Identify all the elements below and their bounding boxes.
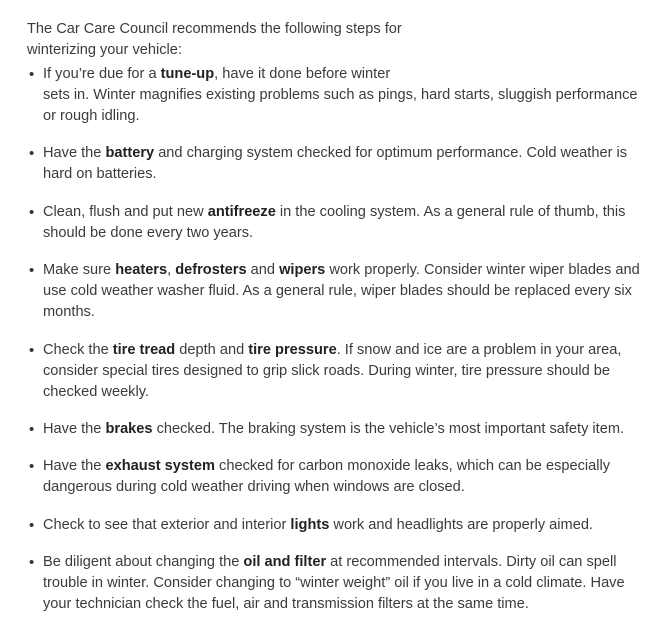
text-run: Clean, flush and put new [43,203,208,220]
text-run: work and headlights are properly aimed. [329,516,593,533]
text-run: Check to see that exterior and interior [43,516,291,533]
bold-keyword: defrosters [175,262,247,279]
text-run: Have the [43,145,106,162]
text-line [43,106,642,127]
bold-keyword: wipers [279,262,326,279]
text-run: Make sure [43,262,116,279]
text-run: months. [43,304,95,321]
text-run: checked weekly. [43,383,149,400]
text-run: trouble in winter. Consider changing to “winter weight” oil if you live in a cold climate. Have [43,575,625,592]
text-line [43,456,642,477]
bullet-icon: • [29,262,35,280]
text-line [43,340,642,361]
list-item [27,419,642,440]
text-run: your technician check the fuel, air and transmission filters at the same time. [43,596,529,613]
intro-line: The Car Care Council recommends the following steps for [27,21,402,37]
bold-keyword: exhaust system [105,458,215,475]
list-item [27,64,642,127]
text-run: Have the [43,458,106,475]
text-run: and charging system checked for optimum performance. Cold weather is [154,145,628,162]
text-run: use cold weather washer fluid. As a general rule, wiper blades should be replaced every six [43,283,632,300]
text-run: . If snow and ice are a problem in your area, [336,341,622,358]
list-item-text [43,419,642,440]
text-run: Have the [43,420,106,437]
bold-keyword: battery [105,145,155,162]
bullet-icon: • [29,145,35,163]
text-line [43,260,642,281]
bold-keyword: brakes [105,420,153,437]
bold-keyword: antifreeze [207,203,276,220]
text-line [43,573,642,594]
list-item [27,456,642,498]
text-line [43,361,642,382]
text-run: depth and [175,341,249,358]
list-item-text [43,143,642,185]
list-item [27,552,642,615]
text-run: consider special tires designed to grip slick roads. During winter, tire pressure should be [43,362,611,379]
text-run: should be done every two years. [43,224,254,241]
text-line [43,477,642,498]
list-item [27,143,642,185]
text-line [43,302,642,323]
text-line [43,143,642,164]
list-item-text [43,552,642,615]
list-item-text [43,456,642,498]
list-item [27,260,642,323]
text-line [43,223,642,244]
text-line [43,419,642,440]
winterizing-steps-list [27,64,642,632]
bold-keyword: tire pressure [248,341,337,358]
text-line [43,594,642,615]
list-item-text [43,340,642,403]
bullet-icon: • [29,420,35,438]
text-run: hard on batteries. [43,166,157,183]
text-run: work properly. Consider winter wiper blades and [325,262,640,279]
text-run: checked. The braking system is the vehicle’s most important safety item. [152,420,625,437]
text-run: sets in. Winter magnifies existing problems such as pings, hard starts, sluggish performance [43,87,638,103]
list-item-text [43,260,642,323]
list-item-text [43,64,642,127]
text-run: dangerous during cold weather driving when windows are closed. [43,479,465,496]
bold-keyword: tire tread [112,341,176,358]
text-run: If you’re due for a [43,66,161,82]
list-item [27,515,642,536]
text-run: and [246,262,280,279]
bold-keyword: oil and filter [243,554,327,571]
bold-keyword: lights [290,516,330,533]
text-run: checked for carbon monoxide leaks, which can be especially [214,458,611,475]
bullet-icon: • [29,203,35,221]
text-line [43,85,642,106]
text-line [43,64,642,85]
text-line [43,552,642,573]
text-line [43,515,642,536]
intro-paragraph [27,19,447,61]
list-item-text [43,515,642,536]
text-line [43,164,642,185]
bullet-icon: • [29,458,35,476]
text-run: at recommended intervals. Dirty oil can spell [326,554,617,571]
bold-keyword: heaters [115,262,168,279]
bullet-icon: • [29,341,35,359]
text-run: or rough idling. [43,108,140,124]
text-run: Be diligent about changing the [43,554,244,571]
text-run: Check the [43,341,113,358]
text-run: , have it done before winter [214,66,391,82]
list-item [27,340,642,403]
bullet-icon: • [29,554,35,572]
text-line [43,202,642,223]
list-item-text [43,202,642,244]
text-line [43,382,642,403]
bullet-icon: • [29,66,35,83]
list-item [27,202,642,244]
text-run: in the cooling system. As a general rule of thumb, this [275,203,626,220]
bullet-icon: • [29,516,35,534]
bold-keyword: tune-up [160,66,215,82]
text-line [43,281,642,302]
text-run: , [167,262,176,279]
intro-line: winterizing your vehicle: [27,42,182,58]
